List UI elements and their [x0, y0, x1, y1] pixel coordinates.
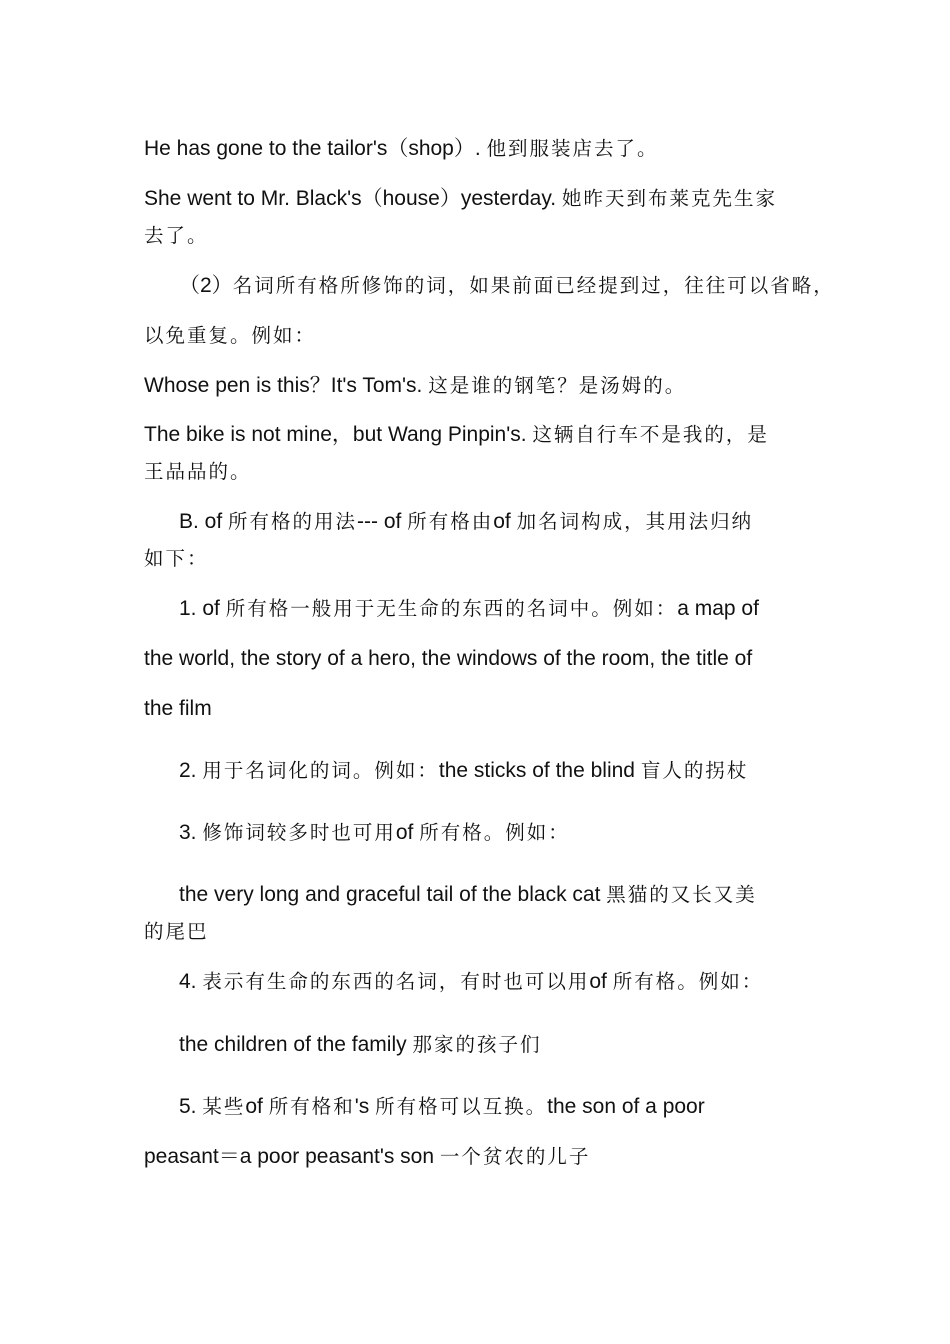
text-line: peasant＝a poor peasant's son 一个贫农的儿子: [144, 1145, 591, 1168]
text-line: 以免重复。例如：: [144, 324, 317, 347]
text-line: 5. 某些of 所有格和's 所有格可以互换。the son of a poor: [179, 1095, 705, 1118]
text-line: B. of 所有格的用法--- of 所有格由of 加名词构成，其用法归纳: [179, 510, 754, 533]
text-line: Whose pen is this？It's Tom's. 这是谁的钢笔？是汤姆的。: [144, 374, 687, 397]
text-line: She went to Mr. Black's（house）yesterday. 她昨天到布莱克先生家: [144, 187, 777, 210]
text-line: 1. of 所有格一般用于无生命的东西的名词中。例如：a map of: [179, 597, 759, 620]
text-line: 3. 修饰词较多时也可用of 所有格。例如：: [179, 821, 570, 844]
text-line: 2. 用于名词化的词。例如：the sticks of the blind 盲人的拐杖: [179, 759, 749, 782]
text-line: the children of the family 那家的孩子们: [179, 1033, 542, 1056]
text-line: 如下：: [144, 547, 209, 570]
text-line: the film: [144, 697, 212, 720]
text-line: the world, the story of a hero, the windows of the room, the title of: [144, 647, 753, 670]
text-line: 去了。: [144, 224, 209, 247]
text-line: 4. 表示有生命的东西的名词，有时也可以用of 所有格。例如：: [179, 970, 764, 993]
text-line: He has gone to the tailor's（shop）. 他到服装店去了。: [144, 137, 659, 160]
text-line: the very long and graceful tail of the black cat 黑猫的又长又美: [179, 883, 757, 906]
text-line: 的尾巴: [144, 920, 209, 943]
text-line: The bike is not mine，but Wang Pinpin's. 这辆自行车不是我的，是: [144, 423, 769, 446]
text-line: 王品品的。: [144, 460, 252, 483]
text-line: （2）名词所有格所修饰的词，如果前面已经提到过，往往可以省略，: [179, 274, 835, 297]
